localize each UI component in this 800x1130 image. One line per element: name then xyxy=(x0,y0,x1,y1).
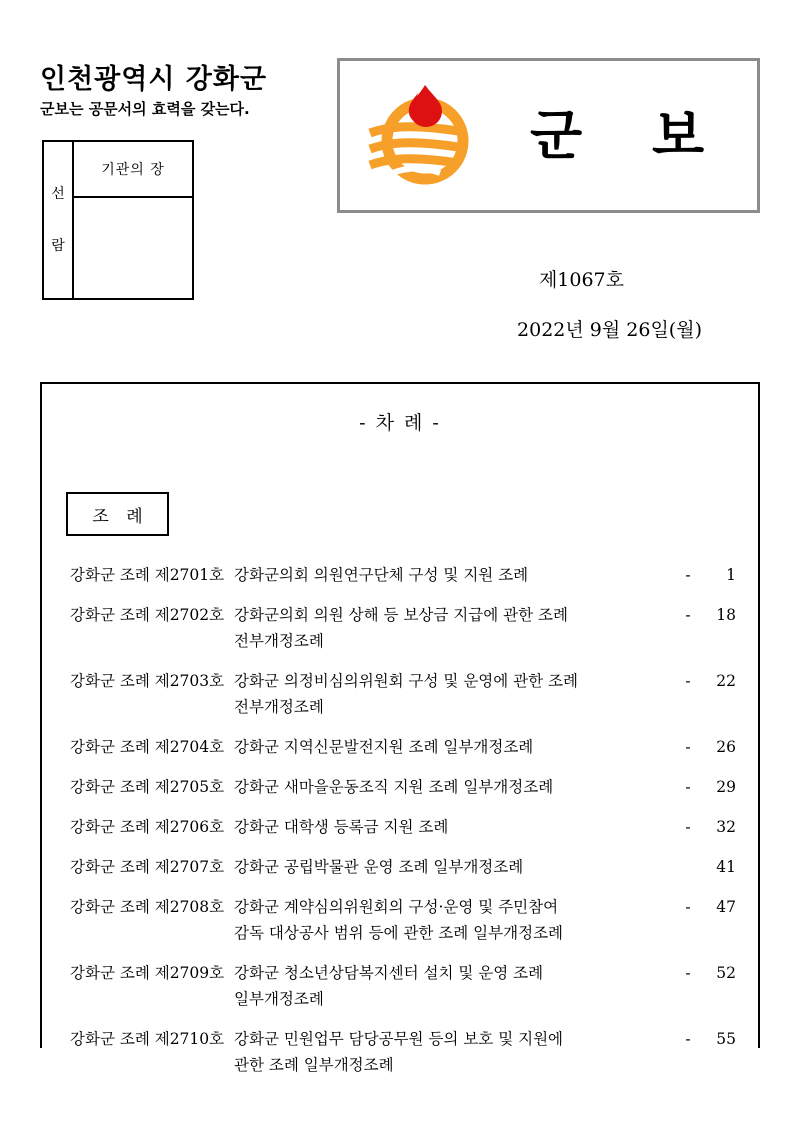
toc-entry[interactable] xyxy=(42,960,758,1012)
city-subtitle: 군보는 공문서의 효력을 갖는다. xyxy=(40,100,250,118)
toc-entry-dash: - xyxy=(685,778,691,796)
toc-entry-reference: 강화군 조례 제2705호 xyxy=(70,778,225,796)
toc-entry-row xyxy=(42,668,758,694)
masthead-word-gun: 군 xyxy=(530,103,583,167)
table-of-contents-list xyxy=(42,562,758,1092)
toc-entry-continuation-row xyxy=(42,628,758,654)
table-of-contents-frame xyxy=(40,382,760,1074)
toc-entry-continuation-spacer xyxy=(42,1052,234,1078)
toc-entry-row xyxy=(42,854,758,880)
toc-entry-page-number: 18 xyxy=(716,606,736,624)
toc-entry-continuation-text: 전부개정조례 xyxy=(234,632,324,650)
masthead-word-bo: 보 xyxy=(652,103,705,167)
toc-entry-dash: - xyxy=(685,672,691,690)
toc-entry-page-number: 52 xyxy=(716,964,736,982)
toc-entry-continuation-text: 관한 조례 일부개정조례 xyxy=(234,1056,394,1074)
toc-entry[interactable] xyxy=(42,562,758,588)
toc-entry-page-number: 47 xyxy=(716,898,736,916)
routing-table xyxy=(42,140,194,300)
toc-entry-row xyxy=(42,562,758,588)
toc-entry-title: 강화군의회 의원연구단체 구성 및 지원 조례 xyxy=(234,566,529,584)
routing-label-char-1: 선 xyxy=(51,186,65,202)
toc-entry-title: 강화군 의정비심의위원회 구성 및 운영에 관한 조례 xyxy=(234,672,578,690)
toc-entry[interactable] xyxy=(42,894,758,946)
toc-entry-dash: - xyxy=(685,964,691,982)
toc-entry-continuation-row xyxy=(42,1052,758,1078)
toc-entry-row xyxy=(42,814,758,840)
toc-entry[interactable] xyxy=(42,774,758,800)
routing-header-cell: 기관의 장 xyxy=(74,142,192,198)
toc-entry-continuation-row xyxy=(42,694,758,720)
toc-entry-title: 강화군 공립박물관 운영 조례 일부개정조례 xyxy=(234,858,524,876)
routing-label-column xyxy=(44,142,74,298)
toc-entry-page-number: 22 xyxy=(716,672,736,690)
toc-entry-continuation-text: 일부개정조례 xyxy=(234,990,324,1008)
toc-entry-row xyxy=(42,602,758,628)
toc-entry-dash: - xyxy=(685,818,691,836)
toc-entry-row xyxy=(42,774,758,800)
toc-entry-dash: - xyxy=(685,738,691,756)
city-title: 인천광역시 강화군 xyxy=(40,64,268,95)
toc-entry-row xyxy=(42,894,758,920)
toc-entry-title: 강화군 청소년상담복지센터 설치 및 운영 조례 xyxy=(234,964,544,982)
issue-number: 제1067호 xyxy=(538,269,624,291)
toc-entry-title: 강화군 계약심의위원회의 구성·운영 및 주민참여 xyxy=(234,898,559,916)
routing-label-char-2: 람 xyxy=(51,238,65,254)
toc-entry-continuation-text: 감독 대상공사 범위 등에 관한 조례 일부개정조례 xyxy=(234,924,564,942)
toc-entry-row xyxy=(42,734,758,760)
table-of-contents-heading: - 차 례 - xyxy=(359,412,441,434)
ganghwa-county-emblem-icon xyxy=(362,77,480,195)
issue-date: 2022년 9월 26일(월) xyxy=(517,319,702,341)
toc-entry-reference: 강화군 조례 제2708호 xyxy=(70,898,225,916)
toc-entry-continuation-spacer xyxy=(42,694,234,720)
routing-signature-cell[interactable] xyxy=(74,198,192,298)
section-label-ordinance: 조 례 xyxy=(66,492,169,536)
toc-entry-reference: 강화군 조례 제2703호 xyxy=(70,672,225,690)
toc-entry-reference: 강화군 조례 제2707호 xyxy=(70,858,225,876)
toc-entry-reference: 강화군 조례 제2706호 xyxy=(70,818,225,836)
toc-entry-reference: 강화군 조례 제2710호 xyxy=(70,1030,225,1048)
toc-entry-page-number: 32 xyxy=(716,818,736,836)
toc-entry-title: 강화군 지역신문발전지원 조례 일부개정조례 xyxy=(234,738,534,756)
toc-entry-row xyxy=(42,960,758,986)
masthead-banner xyxy=(337,58,760,213)
toc-entry[interactable] xyxy=(42,854,758,880)
toc-entry[interactable] xyxy=(42,602,758,654)
toc-entry-page-number: 29 xyxy=(716,778,736,796)
toc-entry-reference: 강화군 조례 제2709호 xyxy=(70,964,225,982)
toc-entry-continuation-row xyxy=(42,986,758,1012)
toc-entry-title: 강화군 민원업무 담당공무원 등의 보호 및 지원에 xyxy=(234,1030,564,1048)
toc-entry-page-number: 41 xyxy=(716,858,736,876)
toc-entry-page-number: 26 xyxy=(716,738,736,756)
toc-entry-dash: - xyxy=(685,606,691,624)
toc-entry-page-number: 1 xyxy=(726,566,736,584)
toc-entry-title: 강화군 새마을운동조직 지원 조례 일부개정조례 xyxy=(234,778,554,796)
toc-entry-title: 강화군 대학생 등록금 지원 조례 xyxy=(234,818,449,836)
toc-entry-continuation-spacer xyxy=(42,920,234,946)
toc-entry-reference: 강화군 조례 제2701호 xyxy=(70,566,225,584)
toc-entry[interactable] xyxy=(42,1026,758,1078)
routing-value-column xyxy=(74,142,192,298)
toc-entry-dash: - xyxy=(685,566,691,584)
toc-entry-page-number: 55 xyxy=(716,1030,736,1048)
toc-entry-dash: - xyxy=(685,898,691,916)
toc-entry-row xyxy=(42,1026,758,1052)
toc-entry[interactable] xyxy=(42,814,758,840)
toc-entry[interactable] xyxy=(42,734,758,760)
toc-entry-continuation-spacer xyxy=(42,986,234,1012)
toc-entry-reference: 강화군 조례 제2702호 xyxy=(70,606,225,624)
toc-entry-continuation-row xyxy=(42,920,758,946)
toc-entry-reference: 강화군 조례 제2704호 xyxy=(70,738,225,756)
toc-entry-continuation-spacer xyxy=(42,628,234,654)
toc-entry-continuation-text: 전부개정조례 xyxy=(234,698,324,716)
toc-entry[interactable] xyxy=(42,668,758,720)
toc-entry-title: 강화군의회 의원 상해 등 보상금 지급에 관한 조례 xyxy=(234,606,568,624)
toc-entry-dash: - xyxy=(685,1030,691,1048)
